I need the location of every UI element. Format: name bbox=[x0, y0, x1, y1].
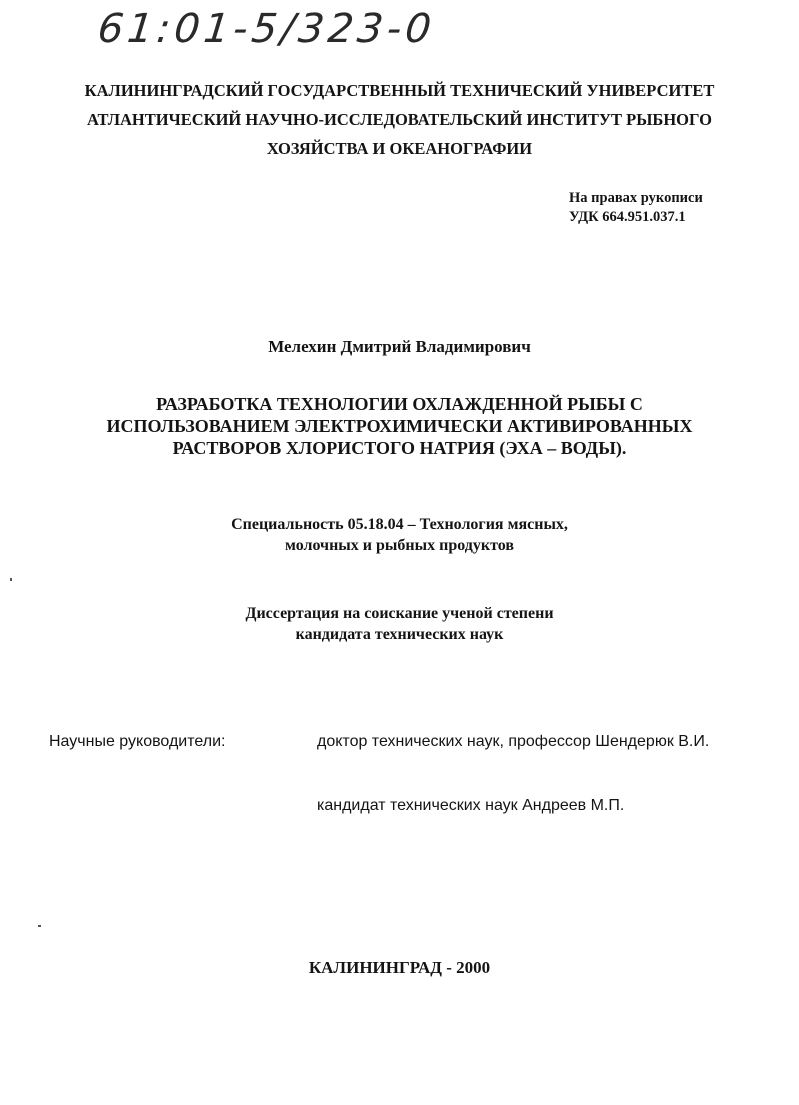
thesis-title bbox=[0, 393, 799, 459]
udc-code: УДК 664.951.037.1 bbox=[569, 209, 686, 225]
thesis-title-line-2: ИСПОЛЬЗОВАНИЕМ ЭЛЕКТРОХИМИЧЕСКИ АКТИВИРОВАННЫХ bbox=[106, 416, 693, 436]
thesis-title-line-1: РАЗРАБОТКА ТЕХНОЛОГИИ ОХЛАЖДЕННОЙ РЫБЫ С bbox=[156, 394, 643, 414]
thesis-title-line-3: РАСТВОРОВ ХЛОРИСТОГО НАТРИЯ (ЭХА – ВОДЫ). bbox=[172, 438, 627, 458]
supervisor-second: кандидат технических наук Андреев М.П. bbox=[317, 797, 625, 814]
dissertation-line-1: Диссертация на соискание ученой степени bbox=[245, 605, 554, 622]
institution-block bbox=[0, 76, 799, 163]
manuscript-rights: На правах рукописи bbox=[569, 190, 703, 206]
manuscript-block bbox=[569, 189, 703, 227]
scan-speck bbox=[10, 578, 12, 581]
supervisors-label: Научные руководители: bbox=[49, 733, 226, 750]
institution-line-1: КАЛИНИНГРАДСКИЙ ГОСУДАРСТВЕННЫЙ ТЕХНИЧЕСКИЙ УНИВЕРСИТЕТ bbox=[84, 81, 715, 100]
institution-line-2: АТЛАНТИЧЕСКИЙ НАУЧНО-ИССЛЕДОВАТЕЛЬСКИЙ ИНСТИТУТ РЫБНОГО bbox=[87, 110, 712, 129]
city-year: КАЛИНИНГРАД - 2000 bbox=[308, 958, 491, 977]
author-name: Мелехин Дмитрий Владимирович bbox=[268, 337, 531, 356]
institution-line-3: ХОЗЯЙСТВА И ОКЕАНОГРАФИИ bbox=[266, 139, 533, 158]
scan-speck bbox=[38, 925, 41, 927]
specialty-line-2: молочных и рыбных продуктов bbox=[285, 537, 514, 554]
handwritten-catalog-code: 61:01-5/323-0 bbox=[95, 6, 438, 52]
specialty-line-1: Специальность 05.18.04 – Технология мясных, bbox=[231, 516, 568, 533]
dissertation-block bbox=[0, 603, 799, 645]
dissertation-line-2: кандидата технических наук bbox=[295, 626, 504, 643]
specialty-block bbox=[0, 514, 799, 556]
supervisor-first: доктор технических наук, профессор Шендерюк В.И. bbox=[317, 733, 710, 750]
